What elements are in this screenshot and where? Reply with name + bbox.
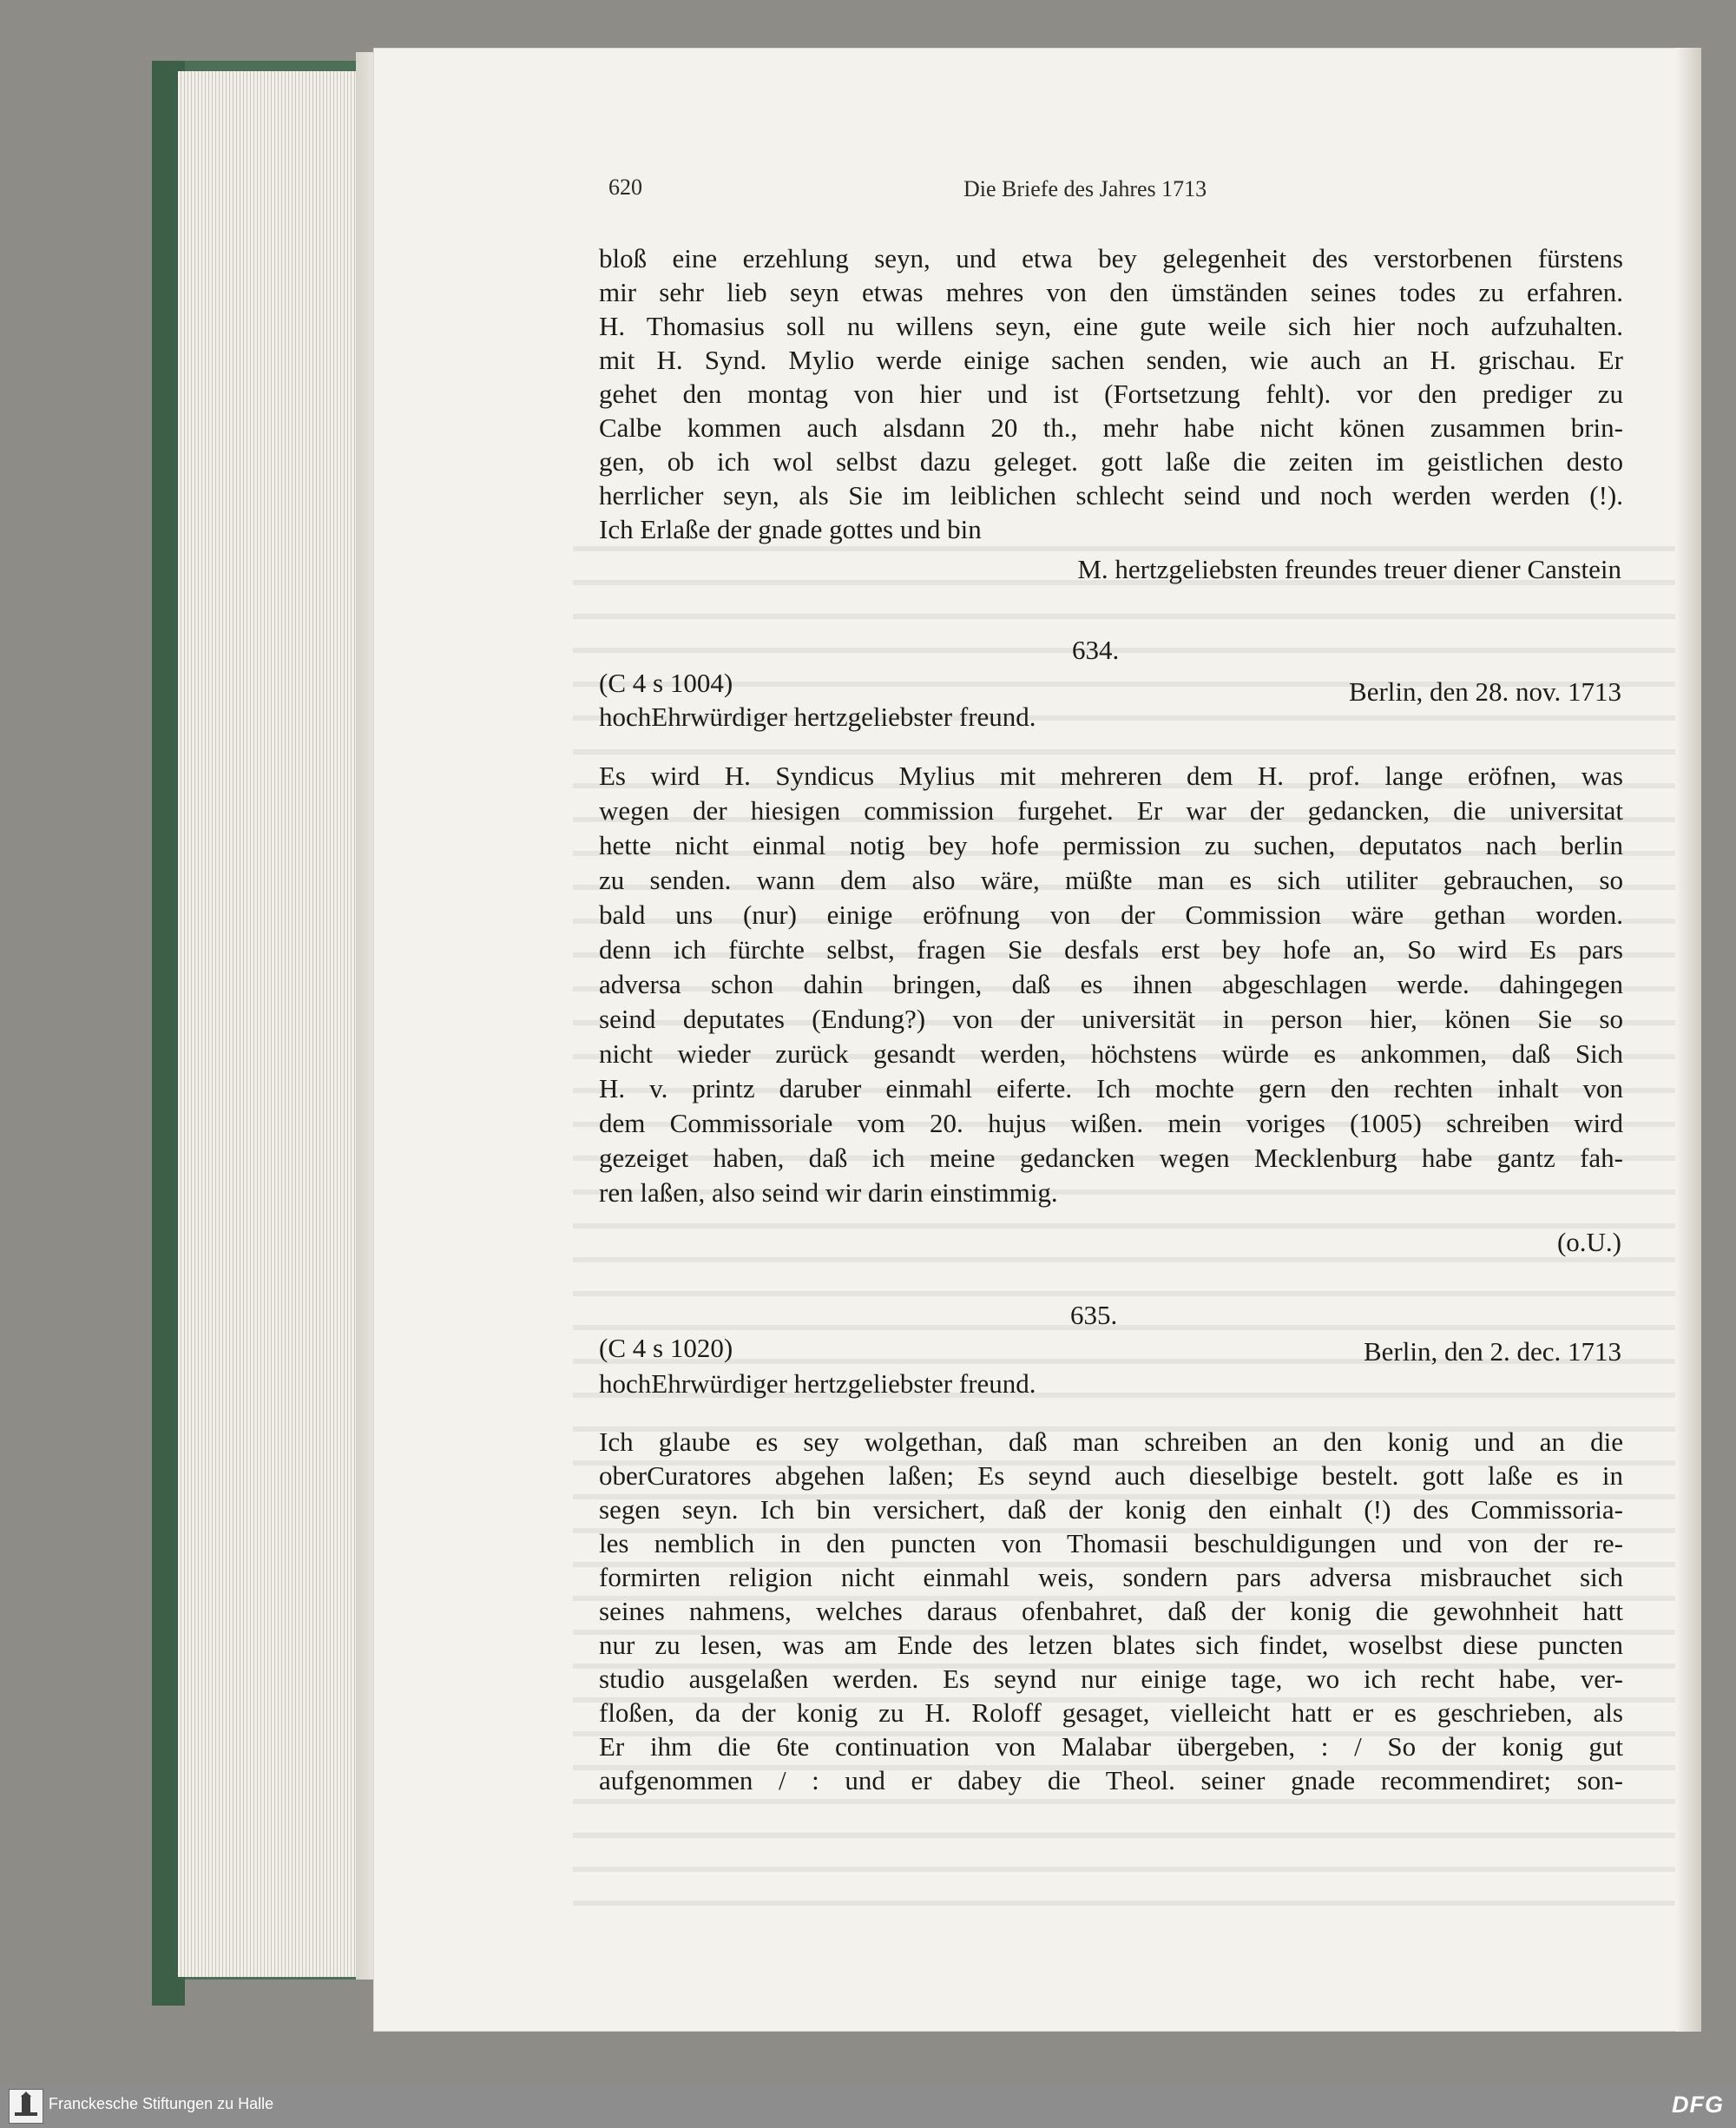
text-line: hette nicht einmal notig bey hofe permission zu suchen, deputatos nach berlin [599,830,1623,860]
text-line: les nemblich in den puncten von Thomasii beschuldigungen und von der re- [599,1528,1623,1558]
letter-place-date: Berlin, den 2. dec. 1713 [1363,1336,1621,1367]
text-line: formirten religion nicht einmahl weis, sondern pars adversa misbrauchet sich [599,1562,1623,1592]
text-line: adversa schon dahin bringen, daß es ihnen abgeschlagen werde. dahingegen [599,969,1623,999]
text-line: gezeiget haben, daß ich meine gedancken wegen Mecklenburg habe gantz fah- [599,1143,1623,1173]
page-edges [178,71,373,1977]
letter-number: 634. [1072,635,1120,665]
franckesche-stiftungen-logo-icon [9,2089,43,2124]
text-line: zu senden. wann dem also wäre, müßte man es sich utiliter gebrauchen, so [599,865,1623,895]
text-line: H. v. printz daruber einmahl eiferte. Ich mochte gern den rechten inhalt von [599,1073,1623,1104]
text-line: oberCuratores abgehen laßen; Es seynd auch dieselbige bestelt. gott laße es in [599,1460,1623,1491]
text-line: dem Commissoriale vom 20. hujus wißen. mein voriges (1005) schreiben wird [599,1108,1623,1138]
text-line: mir sehr lieb seyn etwas mehres von den ümständen seines todes zu erfahren. [599,277,1623,307]
text-line: studio ausgelaßen werden. Es seynd nur einige tage, wo ich recht habe, ver- [599,1664,1623,1694]
text-line: Ich glaube es sey wolgethan, daß man schreiben an den konig und an die [599,1426,1623,1457]
text-line: herrlicher seyn, als Sie im leiblichen schlecht seind und noch werden werden (!). [599,480,1623,511]
text-line: seines nahmens, welches daraus ofenbahret, daß der konig die gewohnheit hatt [599,1596,1623,1626]
book-page [373,48,1701,2032]
text-line: gehet den montag von hier und ist (Fortsetzung fehlt). vor den prediger zu [599,379,1623,409]
text-line: seind deputates (Endung?) von der universität in person hier, könen Sie so [599,1004,1623,1034]
letter-salutation: hochEhrwürdiger hertzgeliebster freund. [599,702,1036,732]
text-line: bloß eine erzehlung seyn, und etwa bey gelegenheit des verstorbenen fürstens [599,243,1623,273]
letter-closing: (o.U.) [1556,1227,1621,1257]
text-line: gen, ob ich wol selbst dazu geleget. gott laße die zeiten im geistlichen desto [599,446,1623,477]
dfg-logo: DFG [1672,2092,1724,2118]
letter-closing: M. hertzgeliebsten freundes treuer diener Canstein [1077,554,1621,584]
text-line: nur zu lesen, was am Ende des letzen blates sich findet, woselbst diese puncten [599,1630,1623,1660]
text-line: mit H. Synd. Mylio werde einige sachen senden, wie auch an H. grischau. Er [599,345,1623,375]
archive-signature: (C 4 s 1020) [599,1333,733,1363]
text-line: Es wird H. Syndicus Mylius mit mehreren dem H. prof. lange eröfnen, was [599,761,1623,791]
running-head: Die Briefe des Jahres 1713 [963,176,1207,201]
text-line: H. Thomasius soll nu willens seyn, eine gute weile sich hier noch aufzuhalten. [599,311,1623,341]
text-line: nicht wieder zurück gesandt werden, höchstens würde es ankommen, daß Sich [599,1038,1623,1069]
text-line: Ich Erlaße der gnade gottes und bin [599,514,982,544]
text-line: denn ich fürchte selbst, fragen Sie desfals erst bey hofe an, So wird Es pars [599,934,1623,965]
letter-place-date: Berlin, den 28. nov. 1713 [1349,676,1621,707]
text-line: bald uns (nur) einige eröfnung von der Commission wäre gethan worden. [599,899,1623,930]
text-line: Calbe kommen auch alsdann 20 th., mehr habe nicht könen zusammen brin- [599,412,1623,443]
page-edge-shadow [1675,48,1701,2032]
text-line: floßen, da der konig zu H. Roloff gesaget, vielleicht hatt er es geschrieben, als [599,1697,1623,1728]
archive-signature: (C 4 s 1004) [599,668,733,698]
text-line: Er ihm die 6te continuation von Malabar übergeben, : / So der konig gut [599,1731,1623,1762]
letter-number: 635. [1070,1300,1118,1330]
institution-name: Franckesche Stiftungen zu Halle [49,2095,274,2112]
text-line: wegen der hiesigen commission furgehet. Er war der gedancken, die universitat [599,795,1623,826]
viewer-footer [0,2084,1736,2128]
text-line: ren laßen, also seind wir darin einstimmig. [599,1177,1058,1208]
letter-salutation: hochEhrwürdiger hertzgeliebster freund. [599,1368,1036,1399]
text-line: segen seyn. Ich bin versichert, daß der konig den einhalt (!) des Commissoria- [599,1494,1623,1525]
text-line: aufgenommen / : und er dabey die Theol. seiner gnade recommendiret; son- [599,1765,1623,1795]
page-number: 620 [608,175,642,200]
